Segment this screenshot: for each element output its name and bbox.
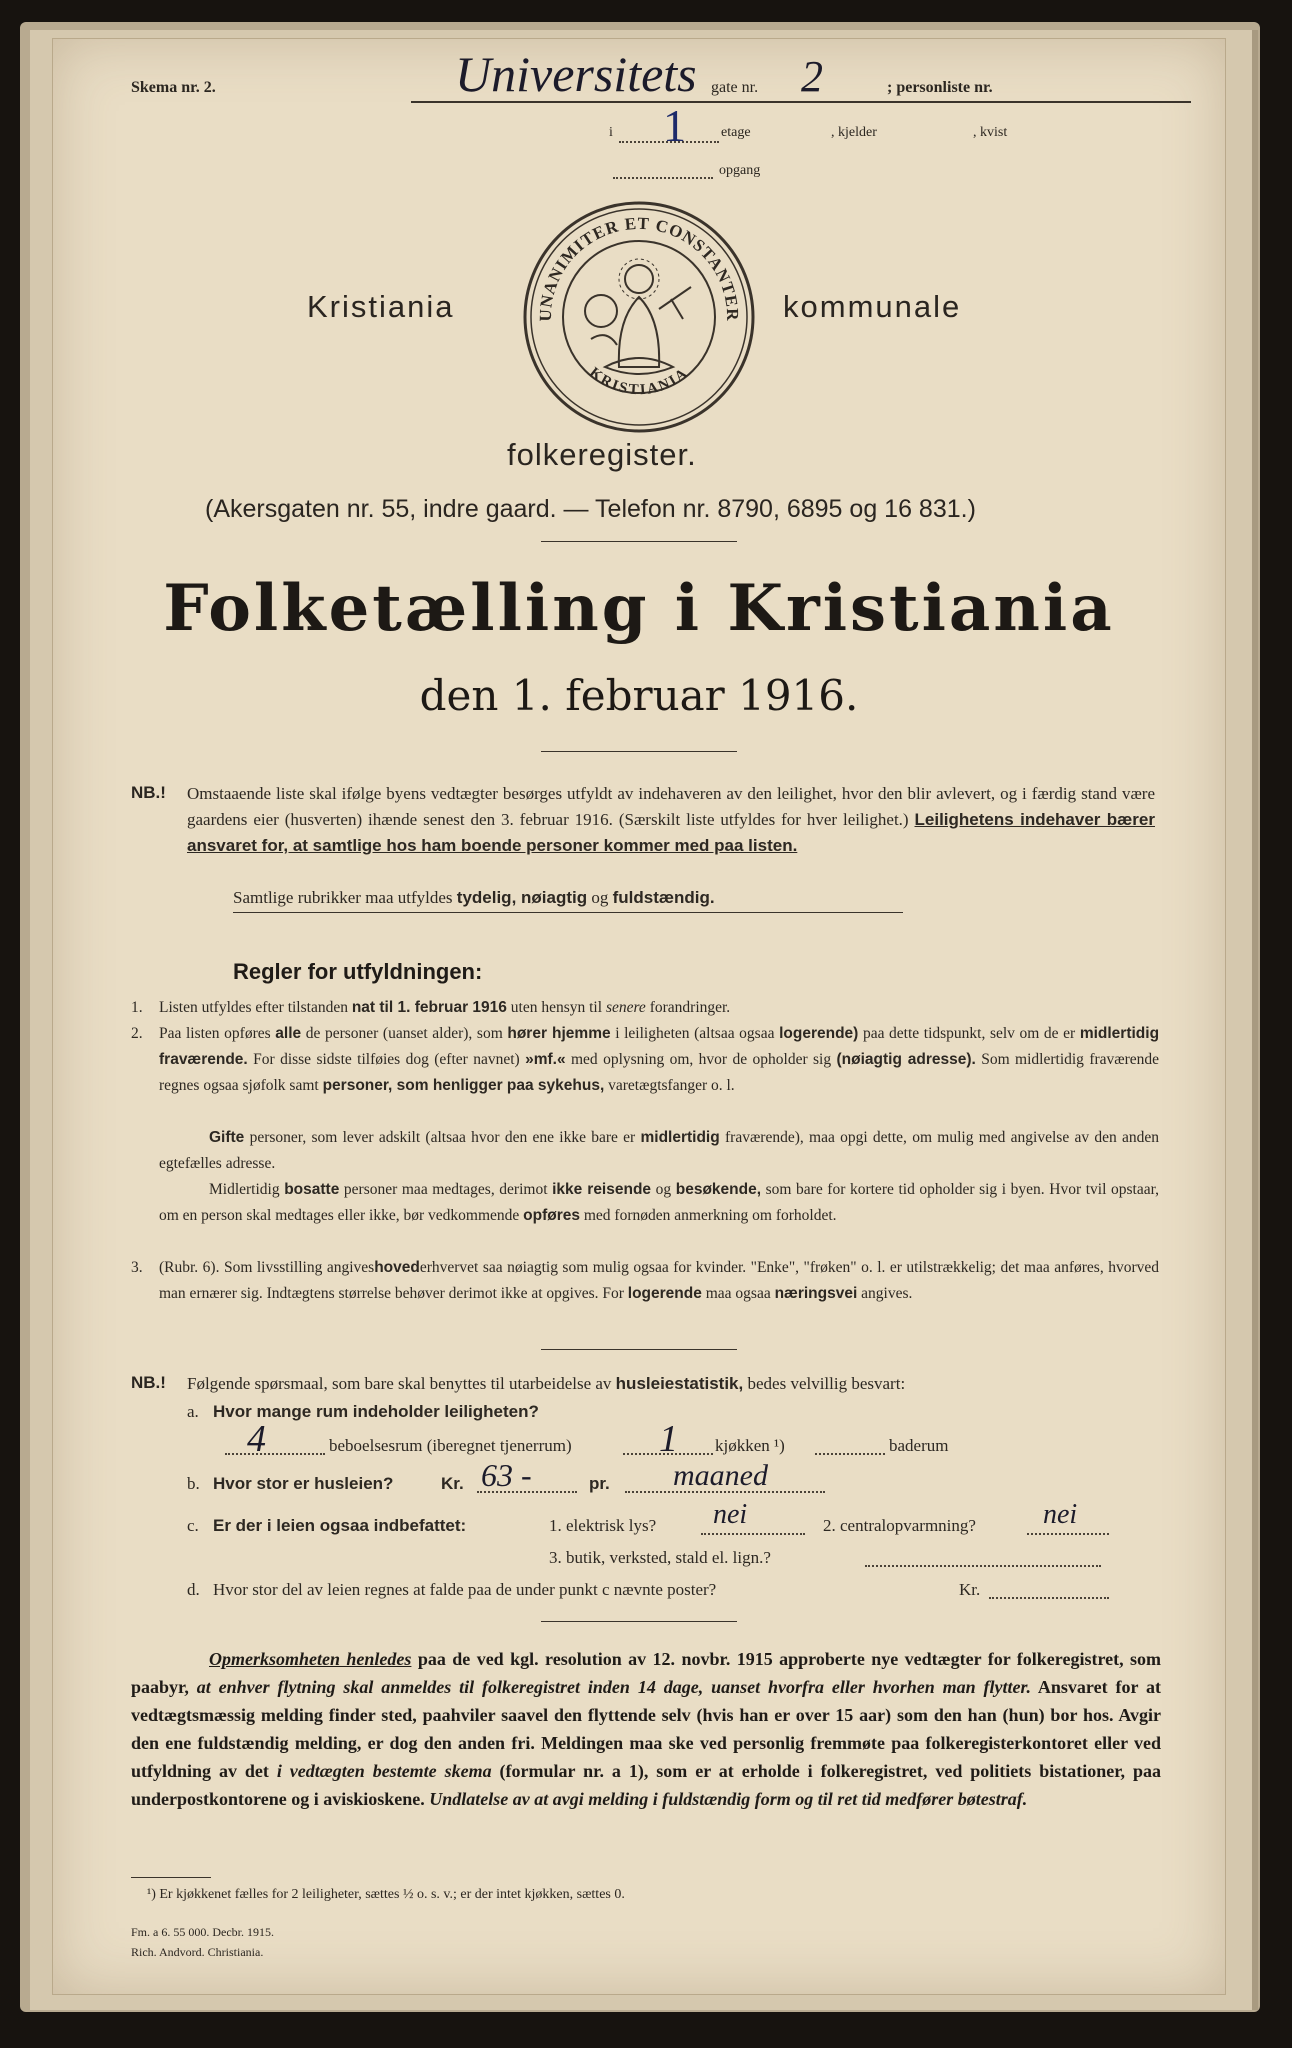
gate-number-handwritten: 2 xyxy=(801,52,823,101)
rule-2-h: midlertidig fraværende. xyxy=(159,1025,1160,1068)
street-handwritten: Universitets xyxy=(455,46,697,102)
nb2-label: NB.! xyxy=(131,1373,166,1392)
rule-2 xyxy=(159,1021,1159,1099)
notice-paragraph xyxy=(131,1645,1161,1813)
seal-ring-text: UNANIMITER ET CONSTANTER xyxy=(535,213,743,322)
nb1-line3 xyxy=(233,885,715,911)
rule-3-e: maa ogsaa xyxy=(705,1285,771,1302)
rent-handwritten: 63 - xyxy=(481,1457,532,1493)
rule-2-j: »mf.« xyxy=(525,1051,566,1068)
q-d-label: d. xyxy=(187,1580,200,1599)
rule-2-a: Paa listen opføres xyxy=(159,1025,271,1042)
rule-3-c: erhvervet saa nøiagtig som mulig ogsaa for kvinder. "Enke", "frøken" o. l. er utilstrækkelig; det maa anføres, hvorved man ernærer sig. Indtægtens størrelse behøver derimot ikke at opgives. For xyxy=(159,1259,1159,1302)
nb1-label: NB.! xyxy=(131,783,166,802)
rule-1-num: 1. xyxy=(131,999,143,1016)
notice-italic-1: at enhver flytning skal anmeldes til folkeregistret inden 14 dage, uanset hvorfra eller hvorhen man flytter. xyxy=(196,1677,1032,1697)
rooms-label: beboelsesrum (iberegnet tjenerrum) xyxy=(329,1436,572,1455)
notice-text-2: Ansvaret for at vedtægtsmæssig melding finder sted, paahviler saavel den flyttende selv (hvis han er over 15 aar) som den han (hun) bor hos. Avgir den ene fuldstændig melding, er dog den anden fri. Meldingen maa ske ved personlig fremmøte paa folkeregisterkontoret eller ved utfyldning av det xyxy=(131,1677,1161,1781)
census-form-page xyxy=(52,38,1226,1995)
bath-label: baderum xyxy=(889,1436,949,1455)
nb1-paragraph xyxy=(187,781,1155,859)
etage-handwritten: 1 xyxy=(663,100,686,151)
gate-label: gate nr. xyxy=(711,79,759,96)
rule-3-a: (Rubr. 6). Som livsstilling angives xyxy=(159,1259,375,1276)
folkeregister-word: folkeregister. xyxy=(507,437,697,472)
i-label: i xyxy=(609,125,613,140)
printer-line-2: Rich. Andvord. Christiania. xyxy=(131,1945,264,1959)
rule-1-a: Listen utfyldes efter tilstanden xyxy=(159,999,348,1016)
rule-2p3-g: som bare for kortere tid opholder sig i byen. Hvor tvil opstaar, om en person skal medtages eller ikke, bør vedkommende xyxy=(159,1181,1159,1224)
notice-text-1: paa de ved kgl. resolution av 12. novbr. 1915 approberte nye vedtægter for folkeregistret, som paabyr, xyxy=(131,1649,1162,1697)
rule-2-f: logerende) xyxy=(779,1025,859,1042)
nb2-intro-c: bedes velvillig besvart: xyxy=(747,1374,906,1393)
rule-2p3-a: Midlertidig xyxy=(209,1181,280,1198)
rule-2-c: de personer (uanset alder), som xyxy=(305,1025,503,1042)
rule-2p3-i: med fornøden anmerkning om forholdet. xyxy=(583,1207,837,1224)
period-handwritten: maaned xyxy=(673,1459,768,1492)
divider-4 xyxy=(541,1621,737,1622)
kvist-label: , kvist xyxy=(973,125,1008,140)
rule-2p3-h: opføres xyxy=(523,1207,580,1224)
nb1-line3-b2: fuldstændig. xyxy=(612,888,715,907)
rule-3-g: angives. xyxy=(861,1285,913,1302)
rule-2-m: Som midlertidig fraværende regnes ogsaa sjøfolk samt xyxy=(159,1051,1160,1094)
nb1-line3-pre: Samtlige rubrikker maa utfyldes xyxy=(233,888,453,907)
q-a-label: a. xyxy=(187,1402,199,1421)
rule-3-num: 3. xyxy=(131,1259,143,1276)
kitchen-handwritten: 1 xyxy=(659,1418,678,1460)
nb2-intro-b: husleiestatistik, xyxy=(615,1374,744,1393)
rule-2p2-a: Gifte xyxy=(209,1129,245,1146)
rule-2-b: alle xyxy=(275,1025,302,1042)
footnote: ¹) Er kjøkkenet fælles for 2 leiligheter, sættes ½ o. s. v.; er der intet kjøkken, sættes 0. xyxy=(147,1887,625,1902)
kr-label: Kr. xyxy=(441,1474,464,1493)
rule-1-e: forandringer. xyxy=(649,999,731,1016)
rule-2p3-b: bosatte xyxy=(284,1181,340,1198)
notice-italic-3: Undlatelse av at avgi melding i fuldstændig form og til ret tid medfører bøtestraf. xyxy=(429,1789,1028,1809)
rule-2p2-b: personer, som lever adskilt (altsaa hvor den ene ikke bare er xyxy=(249,1129,636,1146)
rule-2p2-c: midlertidig xyxy=(640,1129,720,1146)
pr-label: pr. xyxy=(589,1474,610,1493)
rule-1 xyxy=(159,995,1155,1021)
etage-label: etage xyxy=(721,125,751,140)
rule-1-b: nat til 1. februar 1916 xyxy=(351,999,507,1016)
rule-2p3-d: ikke reisende xyxy=(552,1181,652,1198)
notice-text-3: (formular nr. a 1), som er at erholde i folkeregistret, ved politiets bistationer, paa underpostkontorene og i aviskioskene. xyxy=(131,1761,1161,1809)
rule-2-para-2 xyxy=(159,1125,1159,1177)
rule-2-i: For disse sidste tilføies dog (efter navnet) xyxy=(253,1051,520,1068)
rule-1-c: uten hensyn til xyxy=(510,999,603,1016)
city-seal-emblem xyxy=(521,199,757,435)
rule-3 xyxy=(159,1255,1159,1307)
nb1-line3-og: og xyxy=(591,888,609,907)
rule-3-f: næringsvei xyxy=(774,1285,858,1302)
personliste-label: ; personliste nr. xyxy=(887,79,993,96)
rule-2-d: hører hjemme xyxy=(507,1025,611,1042)
rule-2-n: personer, som henligger paa sykehus, xyxy=(322,1077,605,1094)
rule-2p2-d: fraværende), maa opgi dette, om mulig med angivelse av den anden egtefælles adresse. xyxy=(159,1129,1160,1172)
q-d-text: Hvor stor del av leien regnes at falde paa de under punkt c nævnte poster? xyxy=(213,1580,717,1599)
seal-bottom-text: KRISTIANIA xyxy=(586,364,692,399)
rule-2-num: 2. xyxy=(131,1025,143,1042)
d-kr-label: Kr. xyxy=(959,1580,981,1599)
nb1-line3-b1: tydelig, nøiagtig xyxy=(456,888,588,907)
divider-1 xyxy=(541,541,737,542)
nb1-text: Omstaaende liste skal ifølge byens vedtægter besørges utfyldt av indehaveren av den leilighet, hvor den blir avlevert, og i færdig stand være gaardens eier (husverten) ihænde senest den 3. februar 1916. (Særskilt liste utfyldes for hver leilighet.) xyxy=(187,784,1155,829)
rule-2-para-3 xyxy=(159,1177,1159,1229)
rooms-handwritten: 4 xyxy=(247,1418,266,1460)
nb2-intro-a: Følgende spørsmaal, som bare skal benyttes til utarbeidelse av xyxy=(187,1374,612,1393)
q-a-text: Hvor mange rum indeholder leiligheten? xyxy=(213,1402,539,1421)
c1-answer: nei xyxy=(713,1499,748,1530)
kristiania-word: Kristiania xyxy=(307,289,455,324)
c2-answer: nei xyxy=(1043,1499,1078,1530)
rule-1-d: senere xyxy=(605,999,646,1016)
notice-italic-2: i vedtægten bestemte skema xyxy=(276,1761,492,1781)
q-b-label: b. xyxy=(187,1474,200,1493)
opgang-label: opgang xyxy=(719,163,761,178)
main-title: Folketælling i Kristiania xyxy=(163,571,1115,646)
rule-2p3-e: og xyxy=(655,1181,672,1198)
notice-lead: Opmerksomheten henledes xyxy=(209,1649,412,1669)
rule-2-k: med oplysning om, hvor de opholder sig xyxy=(570,1051,832,1068)
nb1-bold: Leilighetens indehaver bærer ansvaret for, at samtlige hos ham boende personer kommer med paa listen. xyxy=(187,810,1155,855)
c3-label: 3. butik, verksted, stald el. lign.? xyxy=(549,1548,771,1567)
rule-2-e: i leiligheten (altsaa ogsaa xyxy=(615,1025,775,1042)
c1-label: 1. elektrisk lys? xyxy=(549,1516,657,1535)
rule-3-b: hoved xyxy=(374,1259,420,1276)
q-b-text: Hvor stor er husleien? xyxy=(213,1474,394,1493)
rule-2p3-f: besøkende, xyxy=(675,1181,762,1198)
rule-2p3-c: personer maa medtages, derimot xyxy=(343,1181,548,1198)
q-c-label: c. xyxy=(187,1516,199,1535)
divider-2 xyxy=(541,751,737,752)
printer-line-1: Fm. a 6. 55 000. Decbr. 1915. xyxy=(131,1925,274,1939)
address-phone-line: (Akersgaten nr. 55, indre gaard. — Telefon nr. 8790, 6895 og 16 831.) xyxy=(205,495,976,523)
rule-3-d: logerende xyxy=(627,1285,702,1302)
rules-heading: Regler for utfyldningen: xyxy=(233,959,483,984)
divider-3 xyxy=(541,1349,737,1350)
kjelder-label: , kjelder xyxy=(831,125,877,140)
rule-2-l: (nøiagtig adresse). xyxy=(836,1051,976,1068)
schema-label: Skema nr. 2. xyxy=(131,79,216,96)
rule-2-g: paa dette tidspunkt, selv om de er xyxy=(862,1025,1076,1042)
q-c-text: Er der i leien ogsaa indbefattet: xyxy=(213,1516,467,1535)
kommunale-word: kommunale xyxy=(783,289,962,324)
svg-text:KRISTIANIA xyxy=(586,365,692,399)
rule-2-o: varetægtsfanger o. l. xyxy=(608,1077,735,1094)
c2-label: 2. centralopvarmning? xyxy=(823,1516,976,1535)
census-date: den 1. februar 1916. xyxy=(419,671,859,720)
nb2-intro xyxy=(187,1371,1167,1397)
kitchen-label: kjøkken ¹) xyxy=(715,1436,785,1455)
